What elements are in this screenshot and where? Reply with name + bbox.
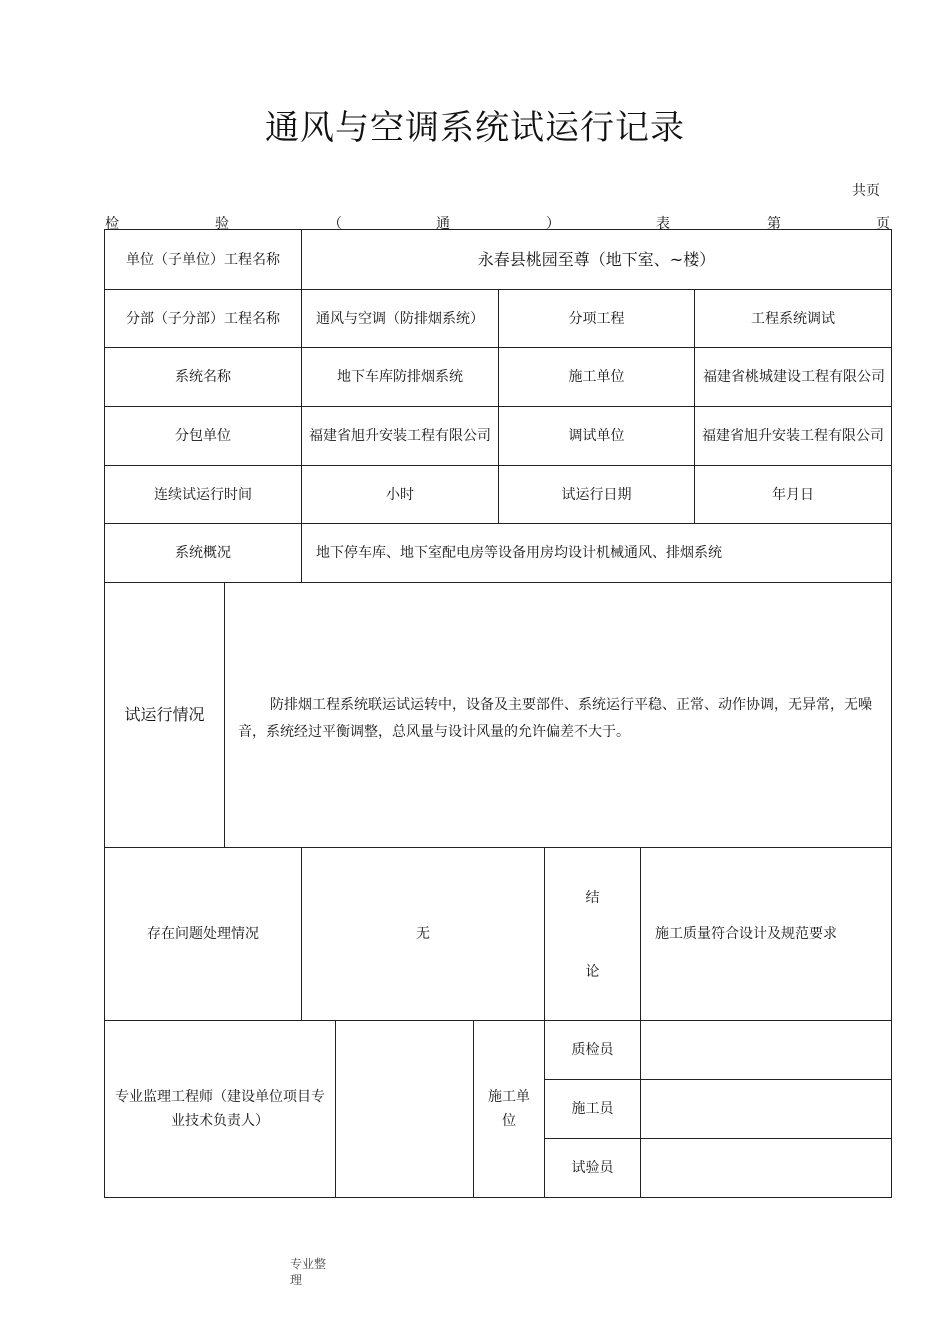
footer-note: 专业整理	[290, 1257, 327, 1287]
project-name-label: 单位（子单位）工程名称	[126, 251, 280, 268]
header-char: 第	[767, 216, 781, 232]
tester-label: 试验员	[571, 1160, 614, 1176]
page-title: 通风与空调系统试运行记录	[265, 108, 685, 148]
system-name-value: 地下车库防排烟系统	[337, 369, 463, 385]
conclusion-value: 施工质量符合设计及规范要求	[655, 926, 837, 942]
qc-inspector-signature	[641, 1021, 891, 1079]
supervisor-signature-area	[336, 1021, 473, 1197]
issues-label: 存在问题处理情况	[147, 926, 259, 942]
builder-label: 施工员	[571, 1101, 614, 1117]
run-time-label: 连续试运行时间	[154, 486, 252, 503]
supervisor-label: 专业监理工程师（建设单位项目专业技术负责人）	[115, 1089, 325, 1129]
issues-value: 无	[416, 926, 430, 942]
subcontractor-label: 分包单位	[175, 428, 231, 444]
overview-value: 地下停车库、地下室配电房等设备用房均设计机械通风、排烟系统	[316, 545, 722, 561]
header-char: 表	[656, 216, 670, 232]
conclusion-label-char: 结	[585, 890, 600, 906]
division-label: 分部（子分部）工程名称	[126, 310, 280, 327]
header-char: 通	[436, 216, 450, 232]
qc-inspector-label: 质检员	[571, 1042, 614, 1058]
subcontractor-value: 福建省旭升安装工程有限公司	[309, 428, 491, 444]
run-time-value: 小时	[386, 486, 414, 503]
header-char: （	[328, 216, 342, 232]
construction-unit-label: 施工单位	[488, 1089, 530, 1129]
header-char: 页	[876, 216, 890, 232]
subitem-label: 分项工程	[568, 310, 625, 327]
header-char: 验	[215, 216, 229, 232]
conclusion-label-char: 论	[585, 964, 600, 980]
overview-label: 系统概况	[175, 545, 231, 561]
subitem-value: 工程系统调试	[751, 310, 835, 327]
trial-run-label: 试运行情况	[124, 705, 205, 724]
trial-run-description: 防排烟工程系统联运试运转中，设备及主要部件、系统运行平稳、正常、动作协调，无异常，无噪音，系统经过平衡调整，总风量与设计风量的允许偏差不大于。	[238, 697, 872, 740]
division-value: 通风与空调（防排烟系统）	[316, 310, 484, 327]
project-name-value: 永春县桃园至尊（地下室、~楼）	[477, 249, 716, 269]
system-name-label: 系统名称	[175, 369, 231, 385]
run-date-value: 年月日	[772, 486, 814, 503]
contractor-value: 福建省桃城建设工程有限公司	[703, 369, 885, 385]
builder-signature	[641, 1080, 891, 1138]
contractor-label: 施工单位	[568, 369, 625, 385]
commission-value: 福建省旭升安装工程有限公司	[702, 428, 884, 444]
commission-label: 调试单位	[568, 428, 625, 444]
tester-signature	[641, 1139, 891, 1197]
header-char: 检	[105, 216, 119, 232]
header-char: ）	[546, 216, 560, 232]
total-pages: 共页	[852, 183, 880, 199]
run-date-label: 试运行日期	[561, 486, 632, 503]
